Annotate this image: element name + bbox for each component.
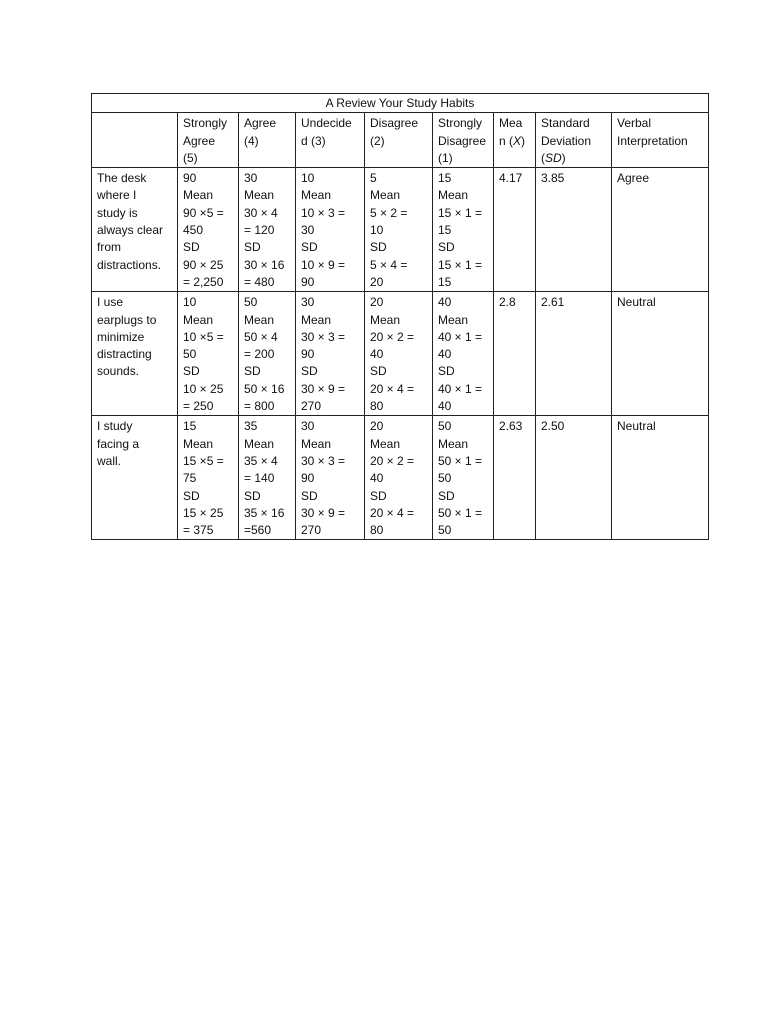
cell-text: 30 [301, 419, 315, 434]
cell-text: = 2,250 [183, 274, 224, 289]
cell-text: Mean [301, 436, 332, 451]
header-row [92, 113, 709, 168]
cell-strongly-disagree [433, 416, 494, 540]
cell-text: 30 [301, 223, 315, 238]
cell-text: 90 [301, 471, 315, 486]
cell-text: 5 × 4 = [370, 257, 408, 272]
cell-text: 40 [438, 295, 452, 310]
cell-text: = 140 [244, 471, 275, 486]
cell-text: SD [183, 364, 200, 379]
cell-text: 20 × 4 = [370, 505, 415, 520]
cell-text: 15 × 1 = [438, 257, 483, 272]
row-statement [92, 168, 178, 292]
cell-text: 50 [438, 523, 452, 538]
table-row [92, 416, 709, 540]
header-text-part: n ( [499, 133, 514, 148]
cell-text: 10 × 9 = [301, 257, 346, 272]
header-text: Agree [244, 116, 277, 131]
title-row [92, 94, 709, 113]
header-undecided [296, 113, 365, 168]
cell-verbal-interpretation: Agree [612, 168, 709, 292]
header-text: Strongly [438, 116, 483, 131]
statement-text: earplugs to [97, 312, 157, 327]
header-text: Verbal [617, 116, 652, 131]
header-mean [494, 113, 536, 168]
cell-verbal-interpretation: Neutral [612, 416, 709, 540]
cell-text: = 120 [244, 223, 275, 238]
sd-symbol: SD [545, 150, 562, 165]
cell-text: 20 × 2 = [370, 453, 415, 468]
header-text: Disagree [438, 133, 487, 148]
cell-text: SD [370, 488, 387, 503]
cell-text: 35 [244, 419, 258, 434]
cell-standard-deviation: 2.50 [536, 416, 612, 540]
cell-text: 20 [370, 295, 384, 310]
cell-text: 40 [370, 471, 384, 486]
cell-text: SD [301, 240, 318, 255]
cell-text: 50 [438, 471, 452, 486]
cell-text: = 480 [244, 274, 275, 289]
cell-text: 50 [183, 347, 197, 362]
cell-text: Mean [370, 312, 401, 327]
cell-text: Mean [438, 312, 469, 327]
cell-text: = 200 [244, 347, 275, 362]
cell-text: 50 × 4 [244, 329, 278, 344]
cell-text: 30 [301, 295, 315, 310]
cell-text: 30 × 4 [244, 205, 278, 220]
cell-text: 35 × 16 [244, 505, 285, 520]
cell-text: SD [438, 488, 455, 503]
header-text: Strongly [183, 116, 228, 131]
cell-undecided [296, 416, 365, 540]
header-text: (1) [438, 150, 453, 165]
cell-strongly-agree [178, 292, 239, 416]
cell-text: 90 [301, 274, 315, 289]
header-corner-cell [92, 113, 178, 168]
cell-text: Mean [370, 436, 401, 451]
cell-text: 80 [370, 399, 384, 414]
cell-undecided [296, 168, 365, 292]
cell-strongly-agree [178, 168, 239, 292]
cell-text: 40 [438, 399, 452, 414]
cell-text: Mean [438, 436, 469, 451]
cell-text: 20 [370, 274, 384, 289]
cell-text: Mean [183, 188, 214, 203]
cell-text: SD [370, 240, 387, 255]
statement-text: I study [97, 419, 133, 434]
header-text [499, 133, 532, 150]
cell-text: 50 × 1 = [438, 453, 483, 468]
cell-text: 20 [370, 419, 384, 434]
header-text: (5) [183, 150, 198, 165]
cell-text: 30 × 9 = [301, 505, 346, 520]
cell-text: 50 [244, 295, 258, 310]
cell-text: Mean [301, 312, 332, 327]
statement-text: where I [97, 188, 137, 203]
header-disagree [365, 113, 433, 168]
header-standard-deviation [536, 113, 612, 168]
cell-agree [239, 416, 296, 540]
header-text: Disagree [370, 116, 419, 131]
cell-text: 40 × 1 = [438, 381, 483, 396]
cell-text: SD [301, 364, 318, 379]
cell-text: Mean [183, 312, 214, 327]
cell-mean: 2.63 [494, 416, 536, 540]
cell-text: SD [183, 488, 200, 503]
cell-text: 20 × 4 = [370, 381, 415, 396]
statement-text: sounds. [97, 364, 140, 379]
header-text: Undecide [301, 116, 352, 131]
cell-text: 40 [438, 347, 452, 362]
cell-text: 10 × 3 = [301, 205, 346, 220]
cell-text: 90 [183, 171, 197, 186]
statement-text: from [97, 240, 121, 255]
table-row [92, 168, 709, 292]
header-text-part: ( [541, 150, 545, 165]
cell-text: 30 × 16 [244, 257, 285, 272]
cell-text: Mean [244, 312, 275, 327]
cell-text: SD [438, 364, 455, 379]
cell-text: Mean [244, 188, 275, 203]
cell-text: = 375 [183, 523, 214, 538]
cell-text: 15 [438, 223, 452, 238]
cell-strongly-agree [178, 416, 239, 540]
header-text: Agree [183, 133, 216, 148]
header-text: Mea [499, 116, 523, 131]
statement-text: always clear [97, 223, 164, 238]
cell-text: Mean [301, 188, 332, 203]
cell-mean: 2.8 [494, 292, 536, 416]
cell-text: SD [301, 488, 318, 503]
statement-text: minimize [97, 329, 145, 344]
cell-text: 90 ×5 = [183, 205, 224, 220]
cell-disagree [365, 416, 433, 540]
table-title: A Review Your Study Habits [92, 94, 709, 113]
cell-text: SD [438, 240, 455, 255]
row-statement [92, 416, 178, 540]
cell-text: 15 × 1 = [438, 205, 483, 220]
cell-text: 80 [370, 523, 384, 538]
header-text: Standard [541, 116, 590, 131]
cell-text: Mean [244, 436, 275, 451]
cell-text: 50 [438, 419, 452, 434]
cell-text: 270 [301, 399, 322, 414]
header-agree [239, 113, 296, 168]
cell-text: = 800 [244, 399, 275, 414]
cell-disagree [365, 292, 433, 416]
cell-text: SD [370, 364, 387, 379]
header-verbal-interpretation [612, 113, 709, 168]
statement-text: distracting [97, 347, 152, 362]
cell-agree [239, 168, 296, 292]
cell-text: 10 [301, 171, 315, 186]
header-text: Interpretation [617, 133, 688, 148]
cell-text: 15 [438, 171, 452, 186]
cell-strongly-disagree [433, 168, 494, 292]
statement-text: facing a [97, 436, 140, 451]
cell-text: 90 [301, 347, 315, 362]
cell-text: 50 × 1 = [438, 505, 483, 520]
cell-text: Mean [183, 436, 214, 451]
table-row [92, 292, 709, 416]
header-strongly-agree [178, 113, 239, 168]
study-habits-table [91, 93, 709, 540]
cell-text: 90 × 25 [183, 257, 224, 272]
cell-text: 75 [183, 471, 197, 486]
cell-text: 40 × 1 = [438, 329, 483, 344]
row-statement [92, 292, 178, 416]
header-text-part: ) [521, 133, 526, 148]
cell-text: SD [244, 364, 261, 379]
mean-symbol: X [513, 133, 522, 148]
statement-text: The desk [97, 171, 147, 186]
cell-standard-deviation: 2.61 [536, 292, 612, 416]
cell-text: 50 × 16 [244, 381, 285, 396]
cell-text: 30 × 9 = [301, 381, 346, 396]
cell-text: 30 × 3 = [301, 453, 346, 468]
header-text-part: ) [561, 150, 566, 165]
header-text: Deviation [541, 133, 592, 148]
cell-text: 40 [370, 347, 384, 362]
cell-text: 10 × 25 [183, 381, 224, 396]
cell-text: 15 [183, 419, 197, 434]
statement-text: study is [97, 205, 138, 220]
cell-mean: 4.17 [494, 168, 536, 292]
header-text: (4) [244, 133, 259, 148]
cell-text: = 250 [183, 399, 214, 414]
statement-text: wall. [97, 453, 122, 468]
statement-text: distractions. [97, 257, 162, 272]
cell-disagree [365, 168, 433, 292]
cell-text: 15 ×5 = [183, 453, 224, 468]
cell-strongly-disagree [433, 292, 494, 416]
cell-text: 5 × 2 = [370, 205, 408, 220]
cell-text: Mean [370, 188, 401, 203]
cell-text: 30 × 3 = [301, 329, 346, 344]
cell-verbal-interpretation: Neutral [612, 292, 709, 416]
header-text: (2) [370, 133, 385, 148]
cell-text: 30 [244, 171, 258, 186]
cell-text: 35 × 4 [244, 453, 278, 468]
cell-text: 10 [183, 295, 197, 310]
cell-text: 15 [438, 274, 452, 289]
statement-text: I use [97, 295, 124, 310]
cell-text: SD [183, 240, 200, 255]
cell-text: 5 [370, 171, 377, 186]
header-text [541, 150, 608, 167]
header-text: d (3) [301, 133, 326, 148]
cell-undecided [296, 292, 365, 416]
cell-text: Mean [438, 188, 469, 203]
cell-text: 10 [370, 223, 384, 238]
cell-text: 15 × 25 [183, 505, 224, 520]
cell-text: =560 [244, 523, 272, 538]
cell-text: 450 [183, 223, 204, 238]
cell-text: SD [244, 488, 261, 503]
cell-text: 10 ×5 = [183, 329, 224, 344]
cell-text: SD [244, 240, 261, 255]
header-strongly-disagree [433, 113, 494, 168]
cell-agree [239, 292, 296, 416]
cell-text: 20 × 2 = [370, 329, 415, 344]
cell-text: 270 [301, 523, 322, 538]
cell-standard-deviation: 3.85 [536, 168, 612, 292]
